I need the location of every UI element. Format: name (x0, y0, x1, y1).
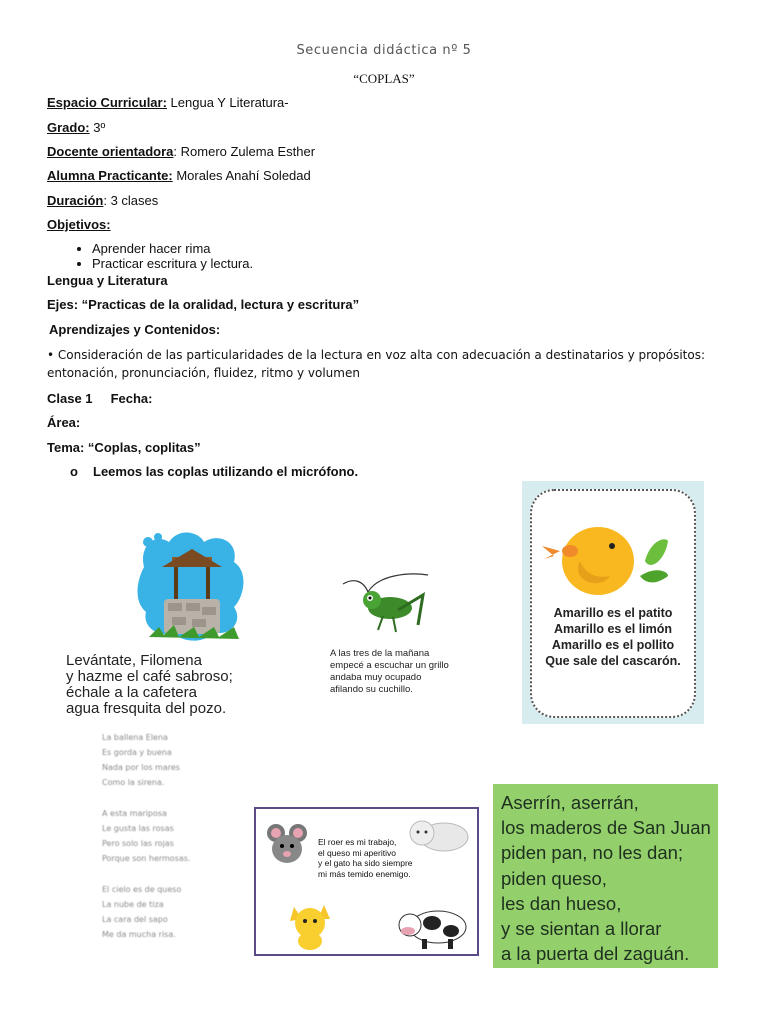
field-espacio-curricular (47, 95, 289, 110)
well-poem (66, 653, 233, 717)
objectives-list (47, 241, 253, 271)
aprendizajes-heading: Aprendizajes y Contenidos: (49, 322, 221, 337)
list-item: • Practicar escritura y lectura. (92, 256, 253, 271)
poem-line: Aserrín, aserrán, (501, 792, 639, 813)
poem-line: Levántate, Filomena (66, 652, 202, 669)
document-subtitle: “COPLAS” (353, 71, 415, 86)
well-illustration (134, 527, 250, 645)
chick-card (522, 481, 704, 724)
circle-bullet-icon: o (70, 464, 78, 479)
poem-line: los maderos de San Juan (501, 817, 711, 839)
contenido-paragraph: • Consideración de las particularidades de la lectura en voz alta con adecuación a destinatarios y propósitos: entonación, pronunciación, fluidez, ritmo y volumen (47, 348, 706, 380)
poem-line: Porque son hermosas. (102, 854, 191, 863)
poem-line: Le gusta las rosas (102, 824, 174, 833)
poem-line: afilando su cuchillo. (330, 684, 413, 695)
field-value: : Romero Zulema Esther (173, 144, 316, 159)
poem-line: Me da mucha risa. (102, 930, 176, 939)
grey-poems (102, 730, 190, 942)
field-label: Objetivos: (47, 217, 111, 232)
well-icon (134, 527, 250, 645)
cat-icon (406, 815, 471, 855)
mouse-poem-card (254, 807, 479, 956)
poem-line: les dan hueso, (501, 892, 622, 914)
area-label: Área: (47, 415, 81, 430)
aserrin-poem (501, 790, 711, 966)
grey-poem-1 (102, 730, 190, 790)
document-title: Secuencia didáctica nº 5 (296, 43, 472, 58)
grey-poem-2 (102, 806, 190, 866)
yellow-cat-icon (284, 897, 339, 952)
poem-line: Que sale del cascarón. (545, 654, 681, 668)
poem-line: mi más temido enemigo. (318, 868, 411, 879)
poem-line: Nada por los mares (102, 763, 180, 772)
list-item: • Aprender hacer rima (92, 241, 253, 256)
mouse-icon (262, 821, 312, 871)
poem-line: La ballena Elena (102, 733, 168, 742)
field-objetivos (47, 217, 111, 232)
field-label: Grado: (47, 120, 90, 135)
aserrin-panel (493, 784, 718, 968)
poem-line: La cara del sapo (102, 915, 168, 924)
patito-poem (522, 605, 704, 669)
chick-icon (540, 521, 670, 606)
poem-line: y hazme el café sabroso; (66, 668, 233, 685)
ejes: Ejes: “Practicas de la oralidad, lectura y escritura” (47, 297, 360, 312)
poem-line: empecé a escuchar un grillo (330, 660, 449, 671)
field-grado (47, 120, 105, 135)
field-value: 3º (89, 120, 106, 135)
clase-fecha: Clase 1 Fecha: (47, 391, 153, 406)
cow-icon (396, 903, 471, 953)
field-label: Espacio Curricular: (47, 95, 167, 110)
field-value: : 3 clases (103, 193, 159, 208)
tema: Tema: “Coplas, coplitas” (47, 440, 201, 455)
grey-poem-3 (102, 882, 190, 942)
poem-line: El cielo es de queso (102, 885, 182, 894)
poem-line: y el gato ha sido siempre (318, 858, 413, 868)
activity-text: Leemos las coplas utilizando el micrófono. (93, 464, 359, 479)
poem-line: El roer es mi trabajo, (318, 837, 397, 847)
field-label: Duración (47, 193, 104, 208)
field-docente (47, 144, 315, 159)
poem-line: A las tres de la mañana (330, 648, 430, 659)
poem-line: y se sientan a llorar (501, 918, 662, 940)
poem-line: a la puerta del zaguán. (501, 943, 690, 965)
raton-poem (318, 837, 413, 879)
field-label: Alumna Practicante: (47, 168, 173, 183)
field-label: Docente orientadora (47, 144, 174, 159)
poem-line: Como la sirena. (102, 778, 165, 787)
field-value: Lengua Y Literatura- (166, 95, 289, 110)
poem-line: Amarillo es el limón (553, 622, 673, 636)
poem-line: Es gorda y buena (102, 748, 172, 757)
poem-line: piden pan, no les dan; (501, 842, 684, 864)
field-value: Morales Anahí Soledad (172, 168, 311, 183)
poem-line: agua fresquita del pozo. (66, 700, 227, 717)
poem-line: A esta mariposa (102, 809, 167, 818)
field-duracion (47, 193, 158, 208)
poem-line: el queso mi aperitivo (318, 847, 396, 858)
poem-line: andaba muy ocupado (330, 672, 422, 683)
cricket-illustration (338, 570, 433, 640)
activity-item (70, 464, 358, 479)
poem-line: Amarillo es el patito (553, 606, 673, 620)
area-title: Lengua y Literatura (47, 273, 168, 288)
poem-line: La nube de tiza (102, 900, 164, 909)
poem-line: Amarillo es el pollito (551, 638, 675, 652)
grillo-poem (330, 648, 449, 696)
poem-line: Pero solo las rojas (102, 839, 174, 848)
poem-line: piden queso, (501, 867, 607, 889)
poem-line: échale a la cafetera (66, 684, 197, 701)
field-alumna (47, 168, 311, 183)
cricket-icon (338, 570, 433, 640)
